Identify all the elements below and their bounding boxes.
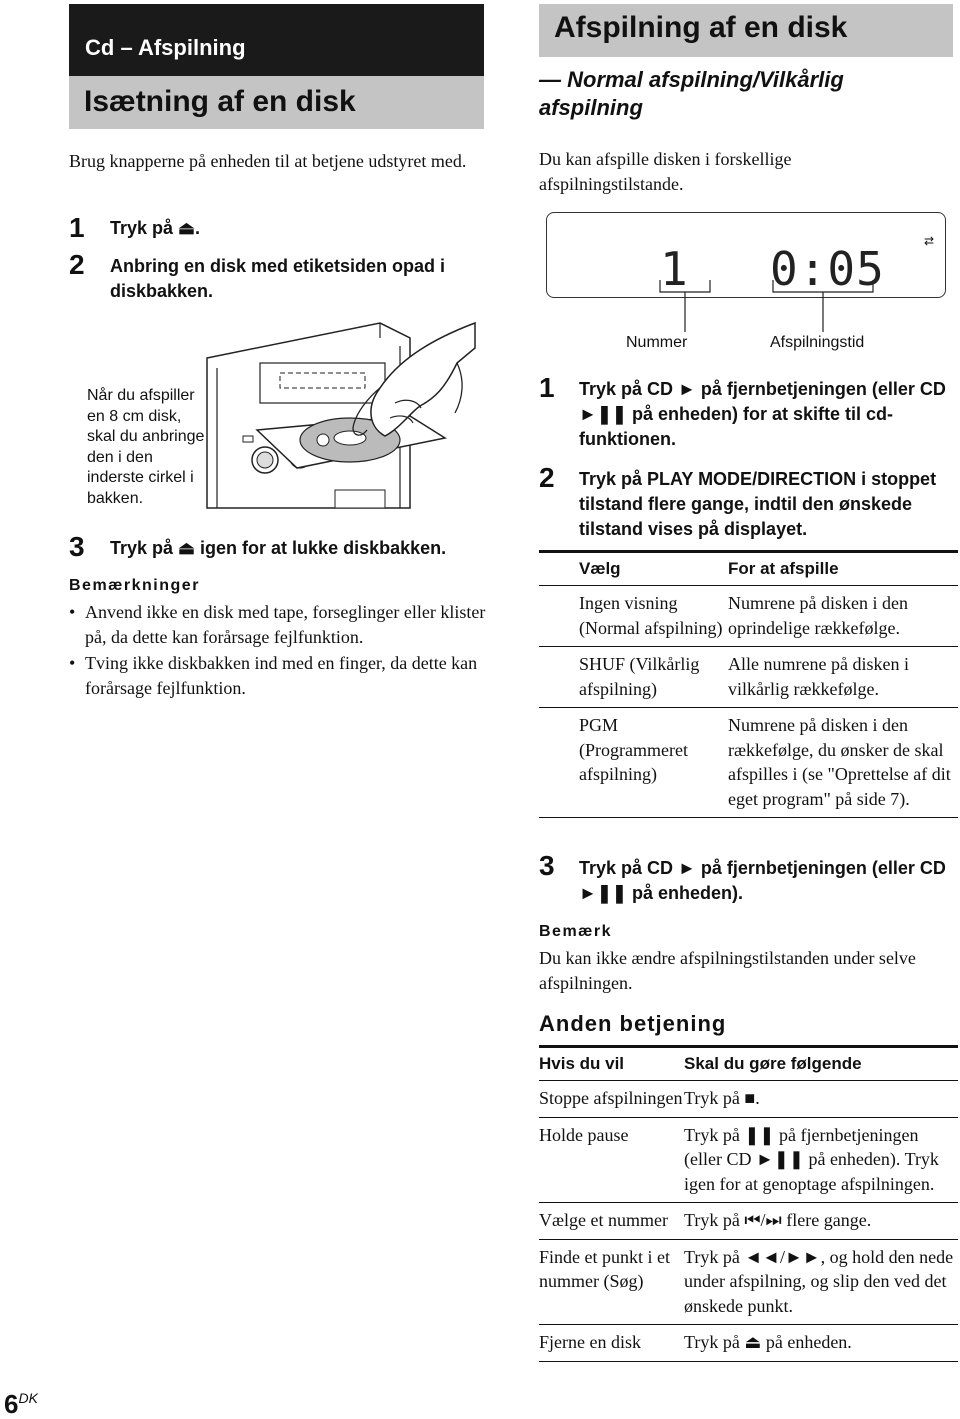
page-subtitle: — Normal afspilning/Vilkårlig afspilning <box>539 67 844 120</box>
display-play-time: 0:05 <box>770 242 885 296</box>
step-text: Tryk på ⏏. <box>110 218 201 238</box>
column-header: Vælg <box>579 559 621 578</box>
callout-text: Når du afspiller en 8 cm disk, skal du anbringe den i den inderste cirkel i bakken. <box>87 387 205 507</box>
note-heading: Bemærk <box>539 923 613 940</box>
page-title-right: Afspilning af en disk <box>554 11 848 44</box>
right-intro: Du kan afspille disken i forskellige afspilningstilstande. <box>539 149 792 194</box>
table-cell: Numrene på disken i den rækkefølge, du ønsker de skal afspilles i (se "Oprettelse af dit eget program" på side 7). <box>728 715 951 809</box>
page-title-left: Isætning af en disk <box>84 85 356 118</box>
column-header: For at afspille <box>728 559 839 578</box>
table-row <box>539 1081 958 1118</box>
table-cell: Ingen visning (Normal afspilning) <box>579 593 723 638</box>
note-text: Du kan ikke ændre afspilningstilstanden under selve afspilningen. <box>539 948 916 993</box>
table-cell: Numrene på disken i den oprindelige rækkefølge. <box>728 593 908 638</box>
step-text: Tryk på ⏏ igen for at lukke diskbakken. <box>110 538 447 558</box>
note-text: Tving ikke diskbakken ind med en finger, da dette kan forårsage fejlfunktion. <box>85 653 478 698</box>
disc-insert-illustration <box>195 318 485 513</box>
table-header-row <box>539 1047 958 1081</box>
table-cell: Fjerne en disk <box>539 1332 641 1352</box>
step-text: Tryk på PLAY MODE/DIRECTION i stoppet tilstand flere gange, indtil den ønskede tilstand vises på displayet. <box>579 469 937 539</box>
table-cell: Tryk på ■. <box>684 1088 760 1108</box>
track-label: Nummer <box>626 334 688 351</box>
time-label: Afspilningstid <box>770 334 865 351</box>
step-number: 2 <box>539 462 555 493</box>
table-row <box>539 647 958 708</box>
column-header: Skal du gøre følgende <box>684 1054 862 1073</box>
step-number: 1 <box>539 372 555 403</box>
note-text: Anvend ikke en disk med tape, forseglinger eller klister på, da dette kan forårsage fejlfunktion. <box>85 602 486 647</box>
table-cell: Vælge et nummer <box>539 1210 668 1230</box>
page-number <box>4 1383 38 1419</box>
note-item <box>69 651 489 701</box>
page-number-value: 6 <box>4 1389 19 1419</box>
step-number: 2 <box>69 249 85 280</box>
step-number: 1 <box>69 212 85 243</box>
other-operations-table <box>539 1045 958 1362</box>
section-label: Cd – Afspilning <box>85 35 246 60</box>
table-header-row <box>539 552 958 586</box>
table-row <box>539 1239 958 1325</box>
table-row <box>539 708 958 818</box>
step-number: 3 <box>69 531 85 562</box>
step-text: Anbring en disk med etiketsiden opad i diskbakken. <box>110 256 446 301</box>
column-header: Hvis du vil <box>539 1054 625 1073</box>
table-cell: Finde et punkt i et nummer (Søg) <box>539 1246 670 1291</box>
step-text: Tryk på CD ► på fjernbetjeningen (eller CD ►❚❚ på enheden). <box>579 858 946 903</box>
table-cell: SHUF (Vilkårlig afspilning) <box>579 654 700 699</box>
table-cell: Tryk på ❚❚ på fjernbetjeningen (eller CD ►❚❚ på enheden). Tryk igen for at genoptage afspilningen. <box>684 1124 939 1194</box>
table-cell: Alle numrene på disken i vilkårlig rækkefølge. <box>728 654 909 699</box>
repeat-indicator-icon: ⇄ <box>924 234 935 248</box>
bullet-icon: • <box>69 602 76 622</box>
table-cell: Holde pause <box>539 1124 629 1145</box>
left-intro: Brug knapperne på enheden til at betjene udstyret med. <box>69 151 467 171</box>
bullet-icon: • <box>69 653 76 673</box>
notes-heading: Bemærkninger <box>69 577 200 594</box>
table-cell: Stoppe afspilningen <box>539 1088 683 1108</box>
table-cell: Tryk på ⏏ på enheden. <box>684 1332 852 1352</box>
display-callout-lines <box>655 280 895 335</box>
other-ops-heading: Anden betjening <box>539 1011 727 1036</box>
display-track-number: 1 <box>660 242 688 296</box>
table-cell: Tryk på ⏮/⏭ flere gange. <box>684 1210 872 1230</box>
step-text: Tryk på CD ► på fjernbetjeningen (eller CD ►❚❚ på enheden) for at skifte til cd-funktionen. <box>579 379 946 449</box>
table-row <box>539 1203 958 1240</box>
play-mode-table <box>539 550 958 818</box>
table-cell: Tryk på ◄◄/►►, og hold den nede under afspilning, og slip den ved det ønskede punkt. <box>684 1246 954 1316</box>
table-cell: PGM (Programmeret afspilning) <box>579 715 688 784</box>
table-row <box>539 1117 958 1203</box>
step-number: 3 <box>539 850 555 881</box>
table-row <box>539 586 958 647</box>
note-item <box>69 600 489 650</box>
page-number-suffix: DK <box>18 1390 38 1406</box>
table-row <box>539 1325 958 1362</box>
